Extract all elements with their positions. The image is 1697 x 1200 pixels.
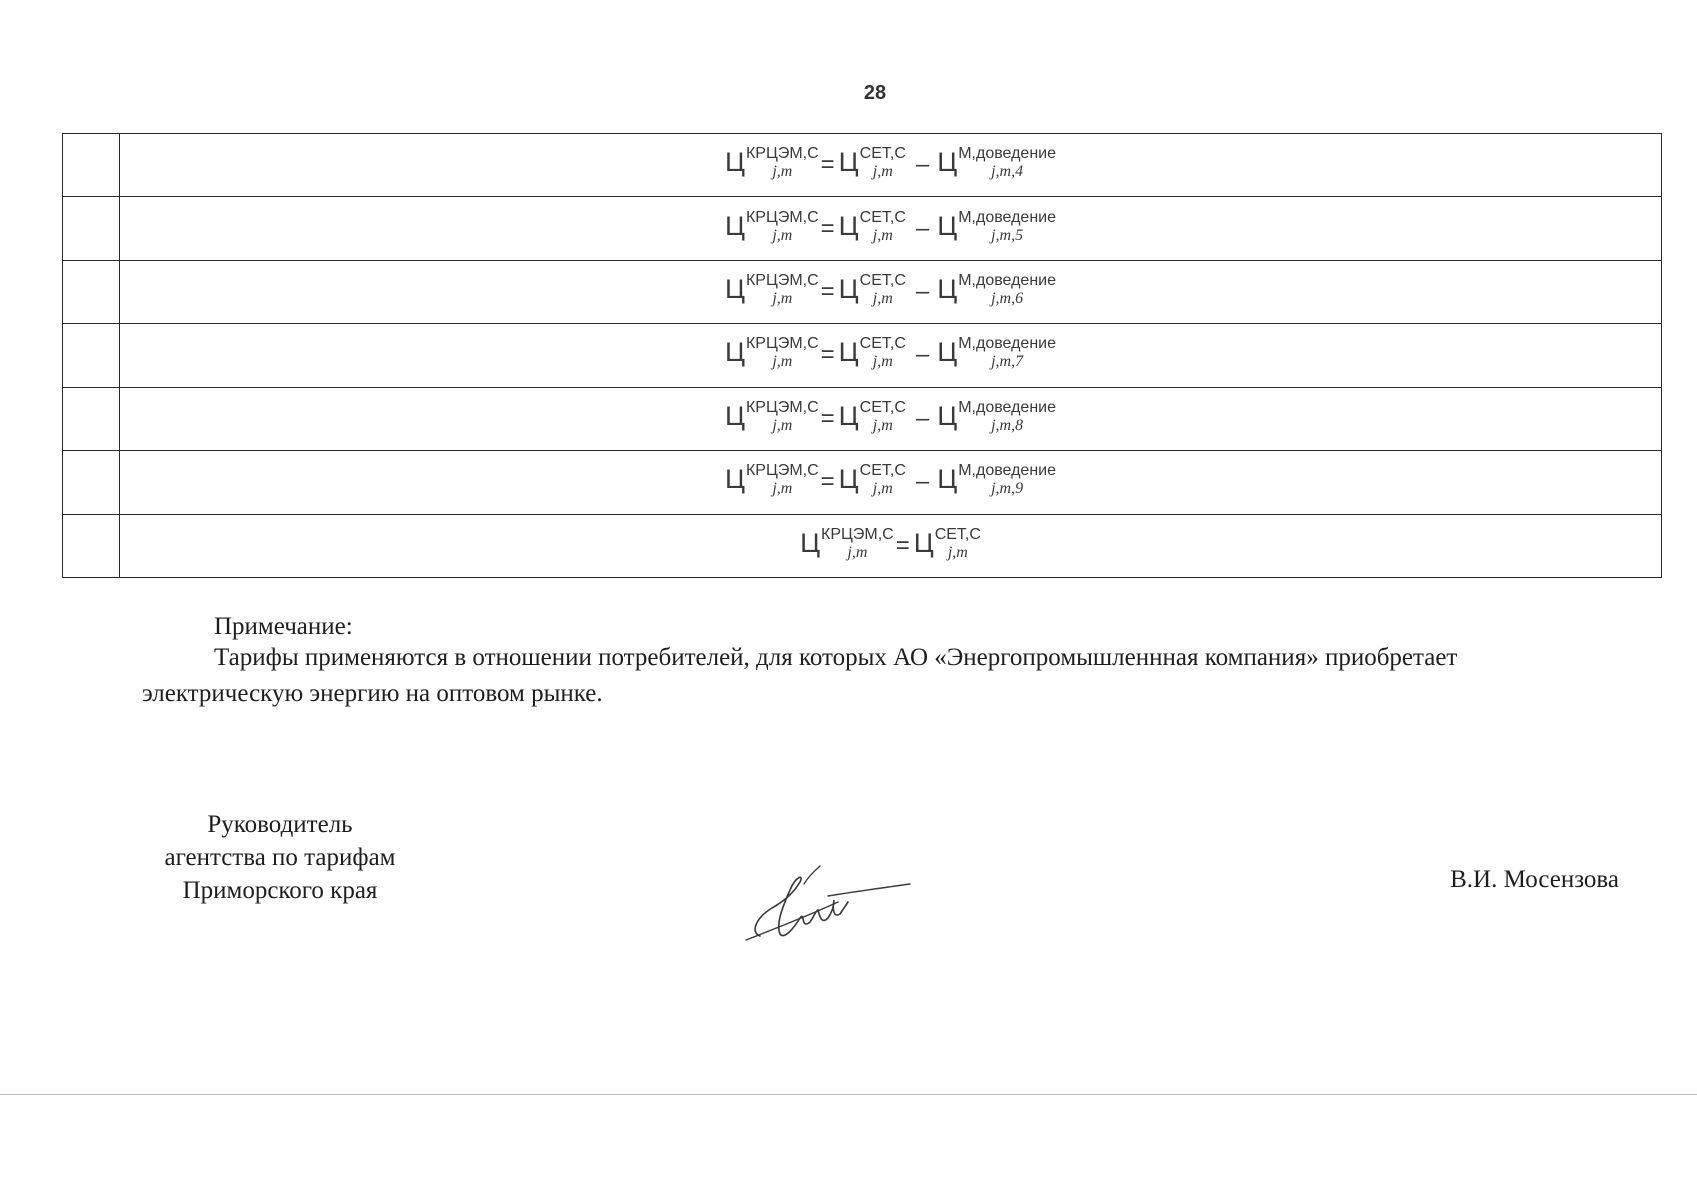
- row-number-cell: [63, 260, 120, 323]
- handwritten-signature: [742, 862, 912, 942]
- signatory-title: [120, 808, 440, 907]
- formula: [800, 525, 981, 562]
- formula-cell: [120, 197, 1662, 260]
- equals-sign: =: [820, 214, 835, 242]
- rhs2-symbol: Ц М,доведение j,m,9: [937, 462, 1056, 498]
- formula: [725, 272, 1056, 308]
- formula-cell: [120, 260, 1662, 323]
- rhs2-symbol: Ц М,доведение j,m,5: [937, 208, 1056, 244]
- rhs1-symbol: Ц СЕТ,С j,m: [838, 208, 906, 244]
- row-number-cell: [63, 514, 120, 577]
- minus-sign: –: [915, 151, 930, 179]
- formula-cell: [120, 387, 1662, 450]
- note-title: Примечание:: [214, 613, 353, 640]
- equals-sign: =: [895, 531, 910, 559]
- lhs-symbol: Ц КРЦЭМ,С j,m: [800, 525, 894, 561]
- row-number-cell: [63, 387, 120, 450]
- signatory-title-line: Приморского края: [182, 877, 378, 904]
- equals-sign: =: [820, 278, 835, 306]
- rhs1-symbol: Ц СЕТ,С j,m: [838, 335, 906, 371]
- rhs1-symbol: Ц СЕТ,С j,m: [913, 525, 981, 561]
- formula-cell: [120, 324, 1662, 387]
- minus-sign: –: [915, 404, 930, 432]
- formula-row: [63, 451, 1662, 514]
- formula: [725, 208, 1056, 245]
- formula-row: [63, 514, 1662, 577]
- row-number-cell: [63, 197, 120, 260]
- row-number-cell: [63, 324, 120, 387]
- rhs1-symbol: Ц СЕТ,С j,m: [838, 145, 906, 181]
- formula: [725, 145, 1056, 181]
- formula: [725, 335, 1056, 371]
- rhs2-symbol: Ц М,доведение j,m,7: [937, 335, 1056, 371]
- lhs-symbol: Ц КРЦЭМ,С j,m: [725, 335, 819, 371]
- bottom-divider: [0, 1094, 1697, 1095]
- rhs2-symbol: Ц М,доведение j,m,6: [937, 272, 1056, 308]
- equals-sign: =: [820, 468, 835, 496]
- rhs2-symbol: Ц М,доведение j,m,8: [937, 398, 1056, 434]
- lhs-symbol: Ц КРЦЭМ,С j,m: [725, 462, 819, 498]
- formula-table-body: [63, 134, 1662, 578]
- formula-row: [63, 324, 1662, 387]
- formula-row: [63, 134, 1662, 197]
- minus-sign: –: [915, 278, 930, 306]
- rhs1-symbol: Ц СЕТ,С j,m: [838, 272, 906, 308]
- lhs-symbol: Ц КРЦЭМ,С j,m: [725, 145, 819, 181]
- rhs1-symbol: Ц СЕТ,С j,m: [838, 462, 906, 498]
- minus-sign: –: [915, 468, 930, 496]
- signatory-name: В.И. Мосензова: [1450, 866, 1619, 893]
- page-number: 28: [863, 82, 887, 104]
- lhs-symbol: Ц КРЦЭМ,С j,m: [725, 272, 819, 308]
- formula-cell: [120, 451, 1662, 514]
- formula-row: [63, 387, 1662, 450]
- minus-sign: –: [915, 341, 930, 369]
- signatory-title-line: Руководитель: [207, 811, 353, 838]
- lhs-symbol: Ц КРЦЭМ,С j,m: [725, 208, 819, 244]
- formula: [725, 398, 1056, 435]
- formula: [725, 462, 1056, 498]
- row-number-cell: [63, 451, 120, 514]
- note-text: Тарифы применяются в отношении потребителей, для которых АО «Энергопромышленнная компания» приобретает электрическую энергию на оптовом рынке.: [142, 644, 1458, 707]
- formula-row: [63, 197, 1662, 260]
- minus-sign: –: [915, 214, 930, 242]
- equals-sign: =: [820, 404, 835, 432]
- lhs-symbol: Ц КРЦЭМ,С j,m: [725, 398, 819, 434]
- formula-row: [63, 260, 1662, 323]
- rhs1-symbol: Ц СЕТ,С j,m: [838, 398, 906, 434]
- signatory-title-line: агентства по тарифам: [164, 844, 396, 871]
- row-number-cell: [63, 134, 120, 197]
- equals-sign: =: [820, 341, 835, 369]
- equals-sign: =: [820, 151, 835, 179]
- formula-cell: [120, 514, 1662, 577]
- formula-cell: [120, 134, 1662, 197]
- formula-table: [62, 133, 1662, 578]
- rhs2-symbol: Ц М,доведение j,m,4: [937, 145, 1056, 181]
